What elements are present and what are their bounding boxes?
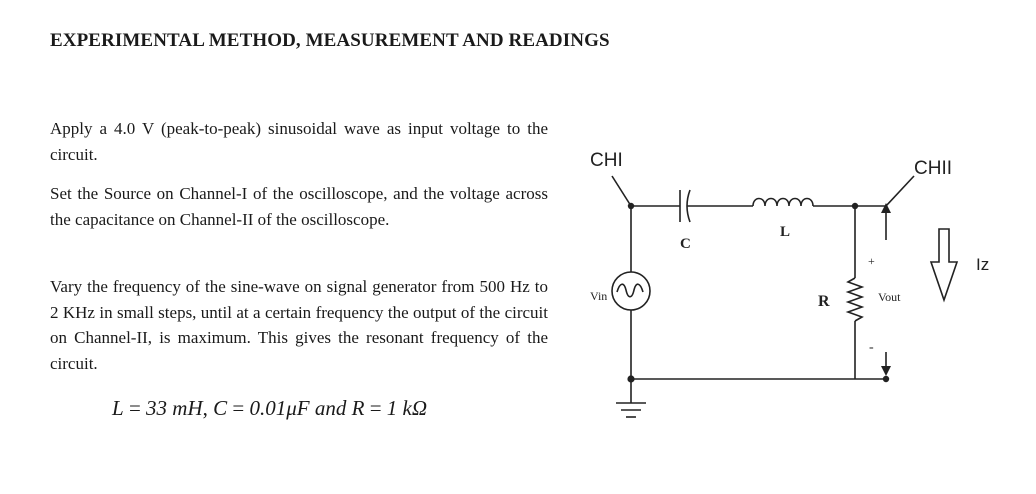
eq-C-value: 0.01μF xyxy=(249,396,310,420)
paragraph-input-voltage: Apply a 4.0 V (peak-to-peak) sinusoidal wave as input voltage to the circuit. xyxy=(50,119,548,164)
vout-minus-sign: - xyxy=(869,340,874,355)
node-bottom-left xyxy=(627,375,634,382)
ch2-probe-lead xyxy=(886,176,914,206)
eq-R-symbol: R xyxy=(351,396,365,420)
vout-arrowhead-up xyxy=(881,203,891,213)
ch1-probe-lead xyxy=(612,176,631,206)
section-heading: EXPERIMENTAL METHOD, MEASUREMENT AND READINGS xyxy=(50,30,610,51)
vout-label: Vout xyxy=(878,290,901,304)
vout-arrowhead-down xyxy=(881,366,891,376)
ch2-label: CHII xyxy=(914,158,952,179)
resistor-zigzag xyxy=(848,278,862,321)
eq-C-symbol: C xyxy=(213,396,228,420)
eq-R-value: 1 kΩ xyxy=(386,396,428,420)
inductor-coil xyxy=(753,199,813,207)
component-values-equation: L = 33 mH, C = 0.01μF and R = 1 kΩ xyxy=(112,396,428,420)
node-top-left xyxy=(628,203,634,209)
paragraph-channels: Set the Source on Channel-I of the oscilloscope, and the voltage across the capacitance on Channel-II of the oscilloscope. xyxy=(50,184,548,229)
ac-source-sine xyxy=(617,284,643,297)
paragraph-frequency-sweep: Vary the frequency of the sine-wave on signal generator from 500 Hz to 2 KHz in small steps, until at a certain frequency the output of the circuit on Channel-II, is maximum. This gives the resonant frequency of the circuit. xyxy=(50,277,548,373)
ch1-label: CHI xyxy=(590,150,623,171)
vin-label: Vin xyxy=(590,289,608,303)
inductor-label: L xyxy=(780,224,791,240)
resistor-label: R xyxy=(818,293,830,310)
current-label: Iz xyxy=(976,255,990,274)
eq-L-symbol: L xyxy=(112,396,124,420)
eq-and: and xyxy=(314,396,347,420)
eq-L-value: 33 mH xyxy=(146,396,203,420)
vout-plus-sign: + xyxy=(868,254,875,268)
node-bottom-right xyxy=(883,376,889,382)
capacitor-label: C xyxy=(680,236,691,252)
current-arrow-icon xyxy=(931,229,957,300)
node-top-right xyxy=(852,203,858,209)
